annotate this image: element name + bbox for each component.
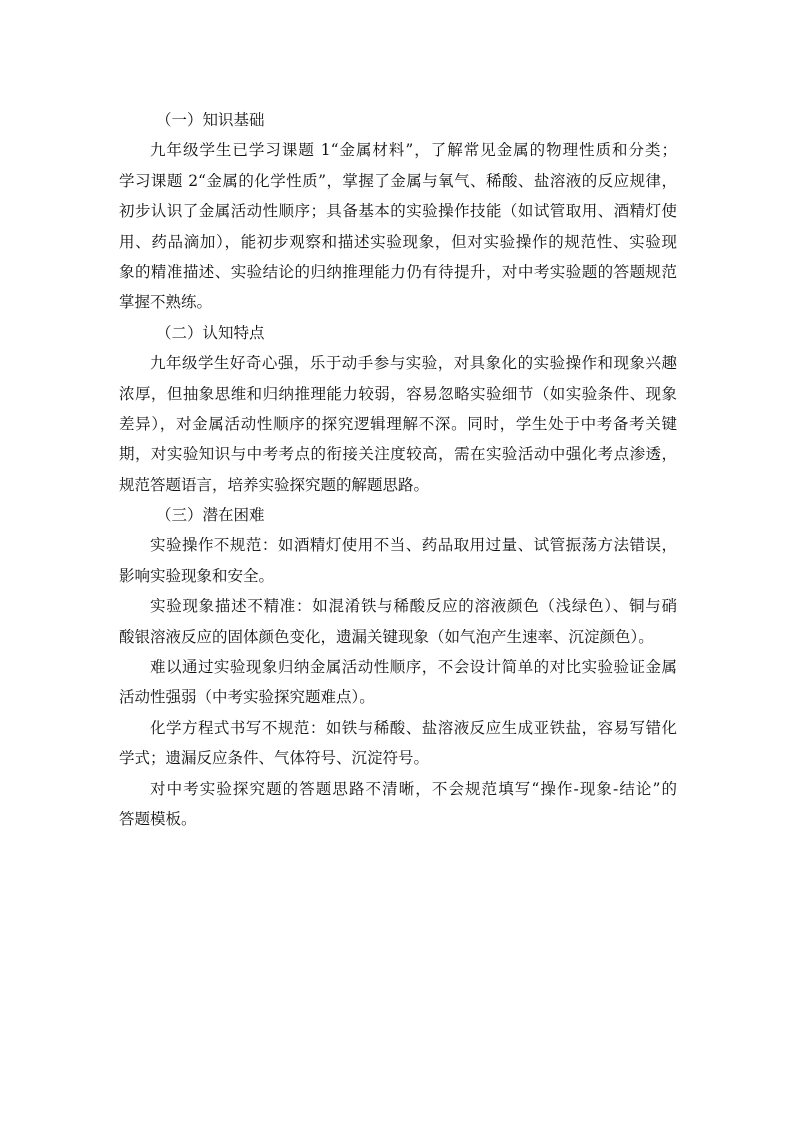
paragraph-knowledge-base — [119, 135, 677, 317]
paragraph-line: 掌握不熟练。 — [119, 293, 213, 312]
paragraph-line: 差异），对金属活动性顺序的探究逻辑理解不深。同时，学生处于中考备考关键 — [119, 414, 677, 433]
section-heading-potential-difficulties: （三）潜在困难 — [156, 506, 265, 525]
paragraph-line: 期，对实验知识与中考考点的衔接关注度较高，需在实验活动中强化考点渗透， — [119, 445, 677, 464]
paragraph-difficulty-description — [119, 591, 677, 652]
paragraph-line: 影响实验现象和安全。 — [119, 566, 275, 585]
paragraph-line: 九年级学生已学习课题 1“金属材料”，了解常见金属的物理性质和分类； — [150, 141, 677, 160]
paragraph-line: 用、药品滴加），能初步观察和描述实验现象，但对实验操作的规范性、实验现 — [119, 232, 677, 251]
paragraph-difficulty-operation — [119, 530, 677, 591]
paragraph-line: 答题模板。 — [119, 809, 197, 828]
paragraph-line: 难以通过实验现象归纳金属活动性顺序，不会设计简单的对比实验验证金属 — [150, 658, 677, 677]
paragraph-line: 实验操作不规范：如酒精灯使用不当、药品取用过量、试管振荡方法错误， — [150, 536, 677, 555]
section-heading-knowledge-base: （一）知识基础 — [156, 111, 265, 129]
paragraph-line: 初步认识了金属活动性顺序；具备基本的实验操作技能（如试管取用、酒精灯使 — [119, 202, 677, 221]
paragraph-line: 化学方程式书写不规范：如铁与稀酸、盐溶液反应生成亚铁盐，容易写错化 — [150, 718, 677, 737]
paragraph-difficulty-induction — [119, 652, 677, 713]
paragraph-line: 九年级学生好奇心强，乐于动手参与实验，对具象化的实验操作和现象兴趣 — [150, 354, 677, 373]
document-body — [119, 105, 677, 834]
section-heading-cognitive-traits: （二）认知特点 — [156, 323, 265, 342]
paragraph-line: 浓厚，但抽象思维和归纳推理能力较弱，容易忽略实验细节（如实验条件、现象 — [119, 384, 677, 403]
paragraph-line: 学式；遗漏反应条件、气体符号、沉淀符号。 — [119, 749, 430, 768]
paragraph-line: 象的精准描述、实验结论的归纳推理能力仍有待提升，对中考实验题的答题规范 — [119, 262, 677, 281]
paragraph-line: 学习课题 2“金属的化学性质”，掌握了金属与氧气、稀酸、盐溶液的反应规律， — [119, 171, 677, 190]
paragraph-difficulty-equation — [119, 713, 677, 774]
paragraph-difficulty-answer-template — [119, 774, 677, 835]
paragraph-line: 对中考实验探究题的答题思路不清晰，不会规范填写“操作-现象-结论”的 — [150, 779, 677, 798]
paragraph-line: 酸银溶液反应的固体颜色变化，遗漏关键现象（如气泡产生速率、沉淀颜色）。 — [119, 627, 654, 646]
paragraph-line: 规范答题语言，培养实验探究题的解题思路。 — [119, 475, 430, 494]
paragraph-line: 实验现象描述不精准：如混淆铁与稀酸反应的溶液颜色（浅绿色）、铜与硝 — [150, 597, 677, 616]
paragraph-line: 活动性强弱（中考实验探究题难点）。 — [119, 688, 375, 707]
paragraph-cognitive-traits — [119, 348, 677, 500]
